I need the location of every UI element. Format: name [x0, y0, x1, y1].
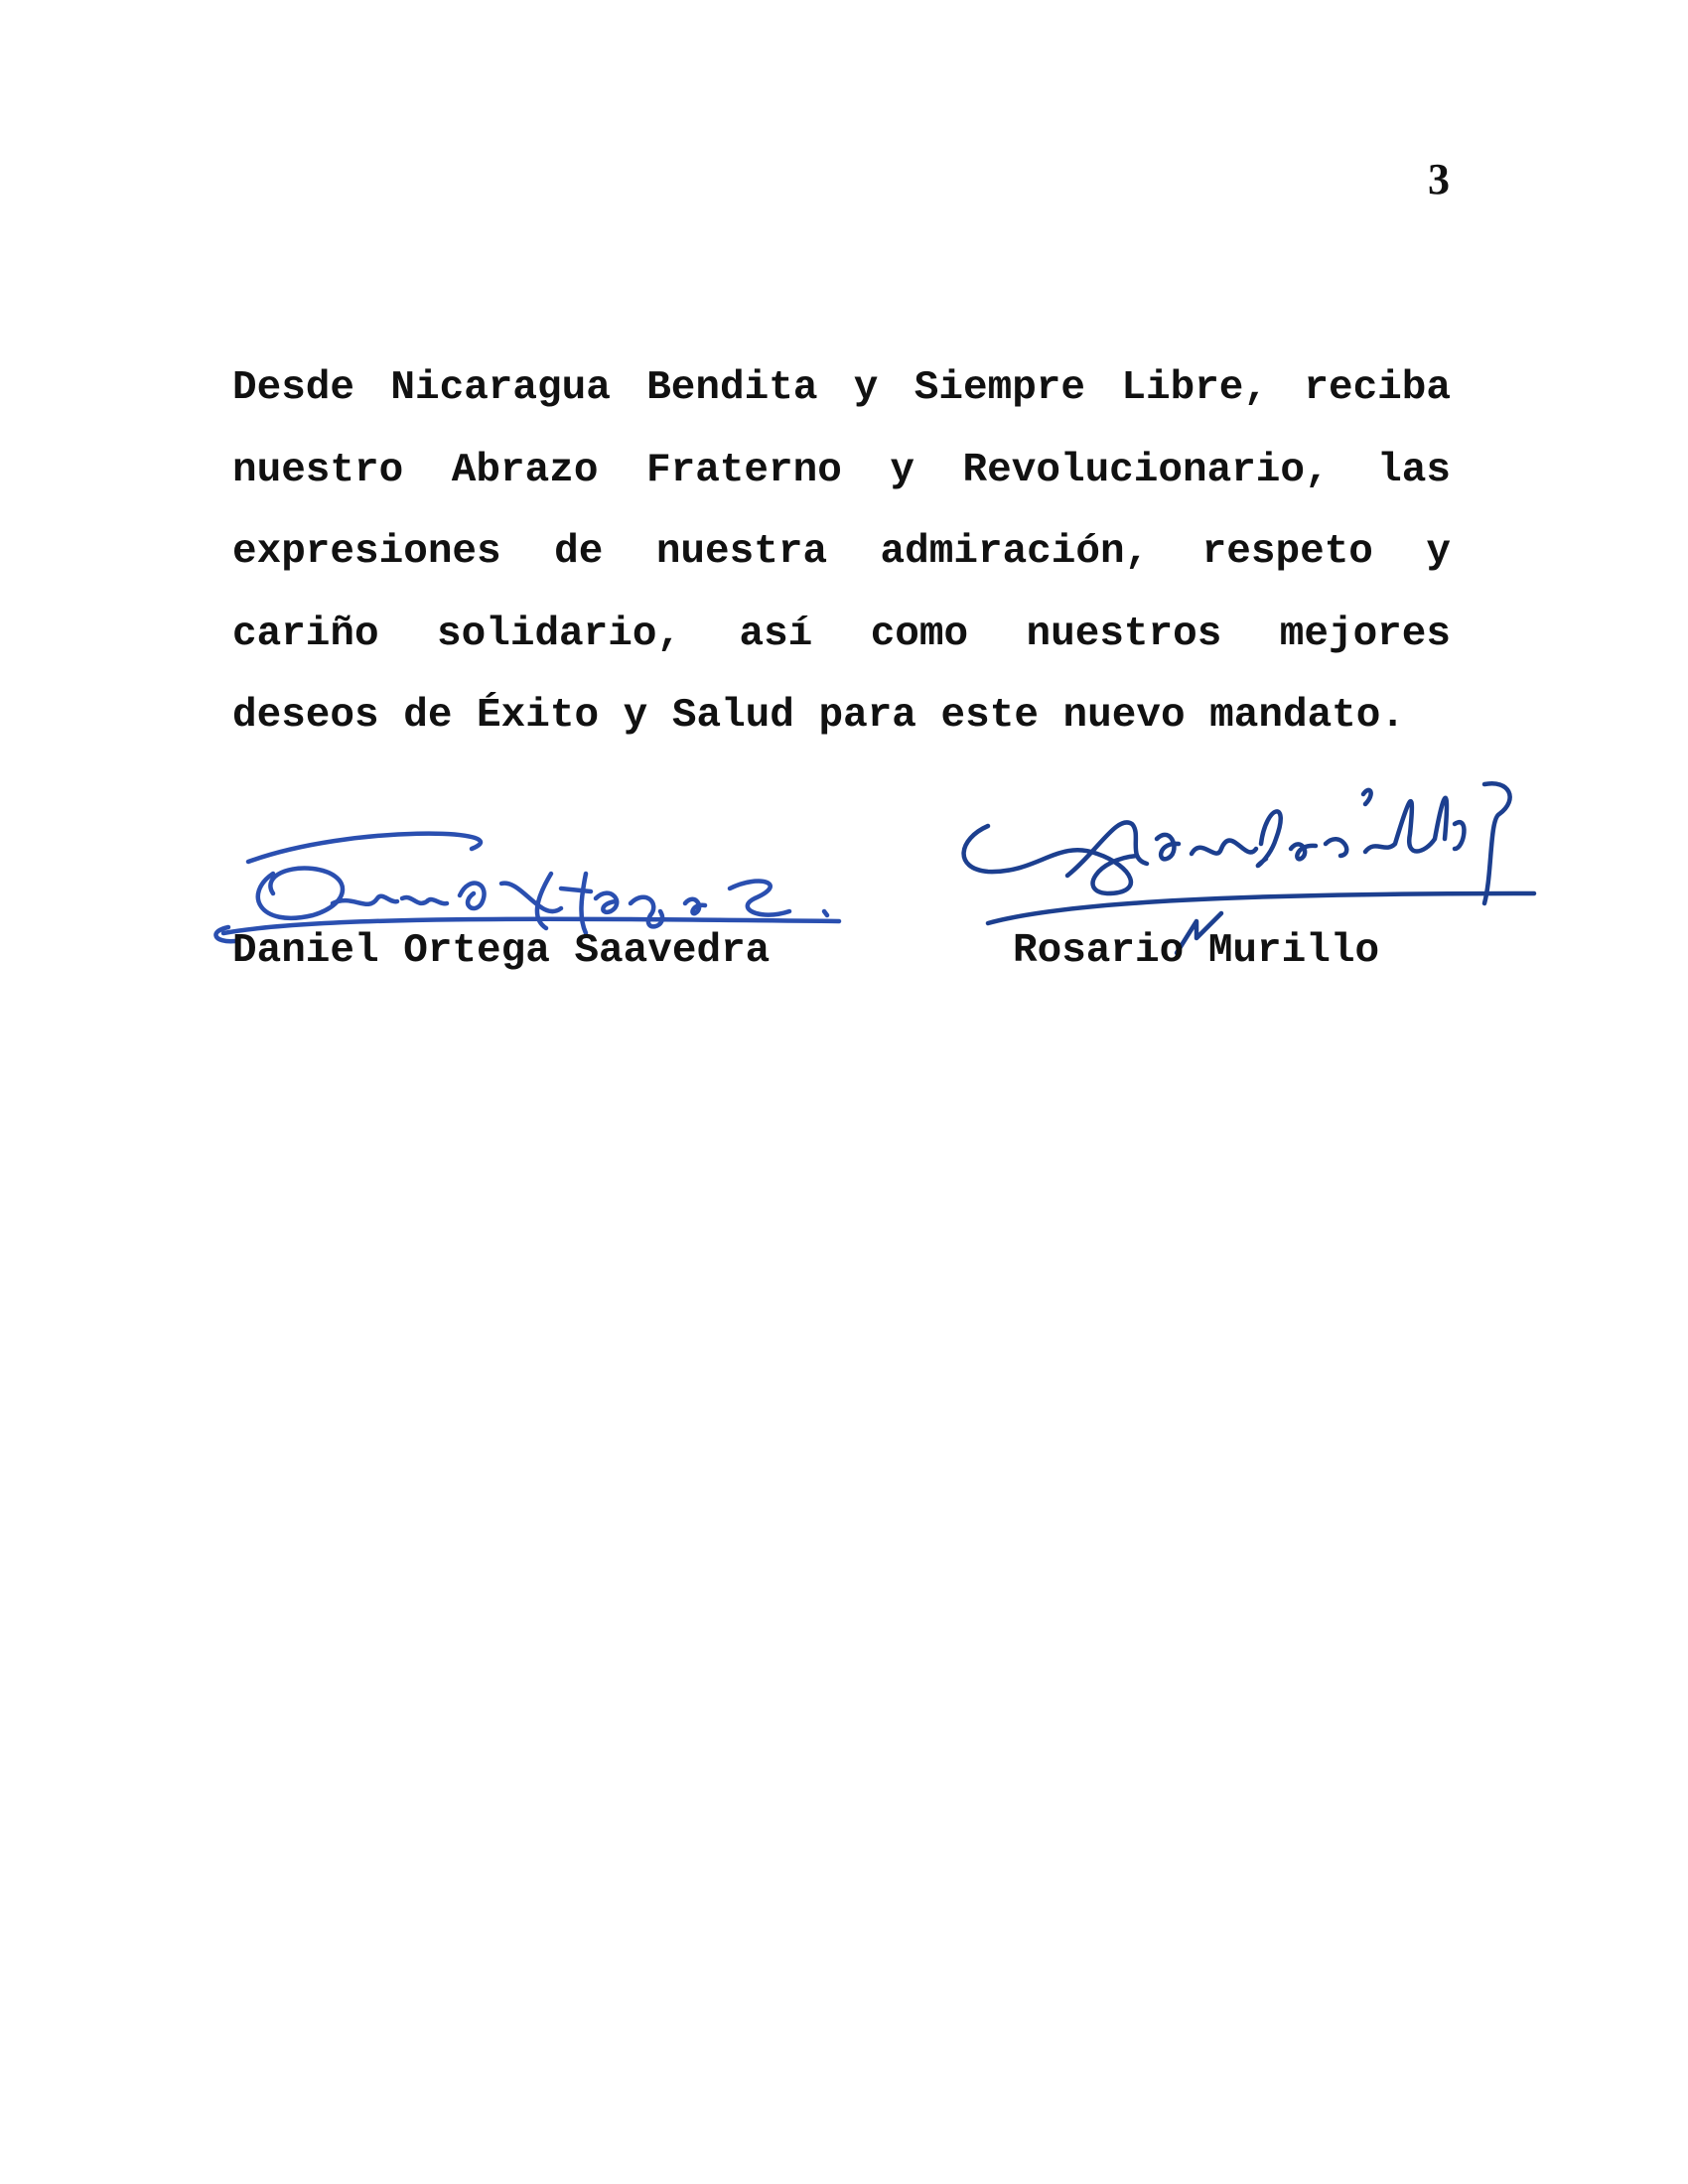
body-line: cariño solidario, así como nuestros mejores: [232, 611, 1451, 657]
signer-name-murillo: Rosario Murillo: [1013, 928, 1380, 974]
body-line: deseos de Éxito y Salud para este nuevo mandato.: [232, 693, 1405, 739]
letter-body: [232, 347, 1451, 757]
body-line: Desde Nicaragua Bendita y Siempre Libre, reciba: [232, 365, 1451, 411]
body-line: nuestro Abrazo Fraterno y Revolucionario, las: [232, 447, 1451, 493]
page-number: 3: [1428, 155, 1450, 204]
body-line: expresiones de nuestra admiración, respeto y: [232, 529, 1451, 575]
signer-name-ortega: Daniel Ortega Saavedra: [232, 928, 771, 974]
signature-block: [0, 745, 1688, 1003]
